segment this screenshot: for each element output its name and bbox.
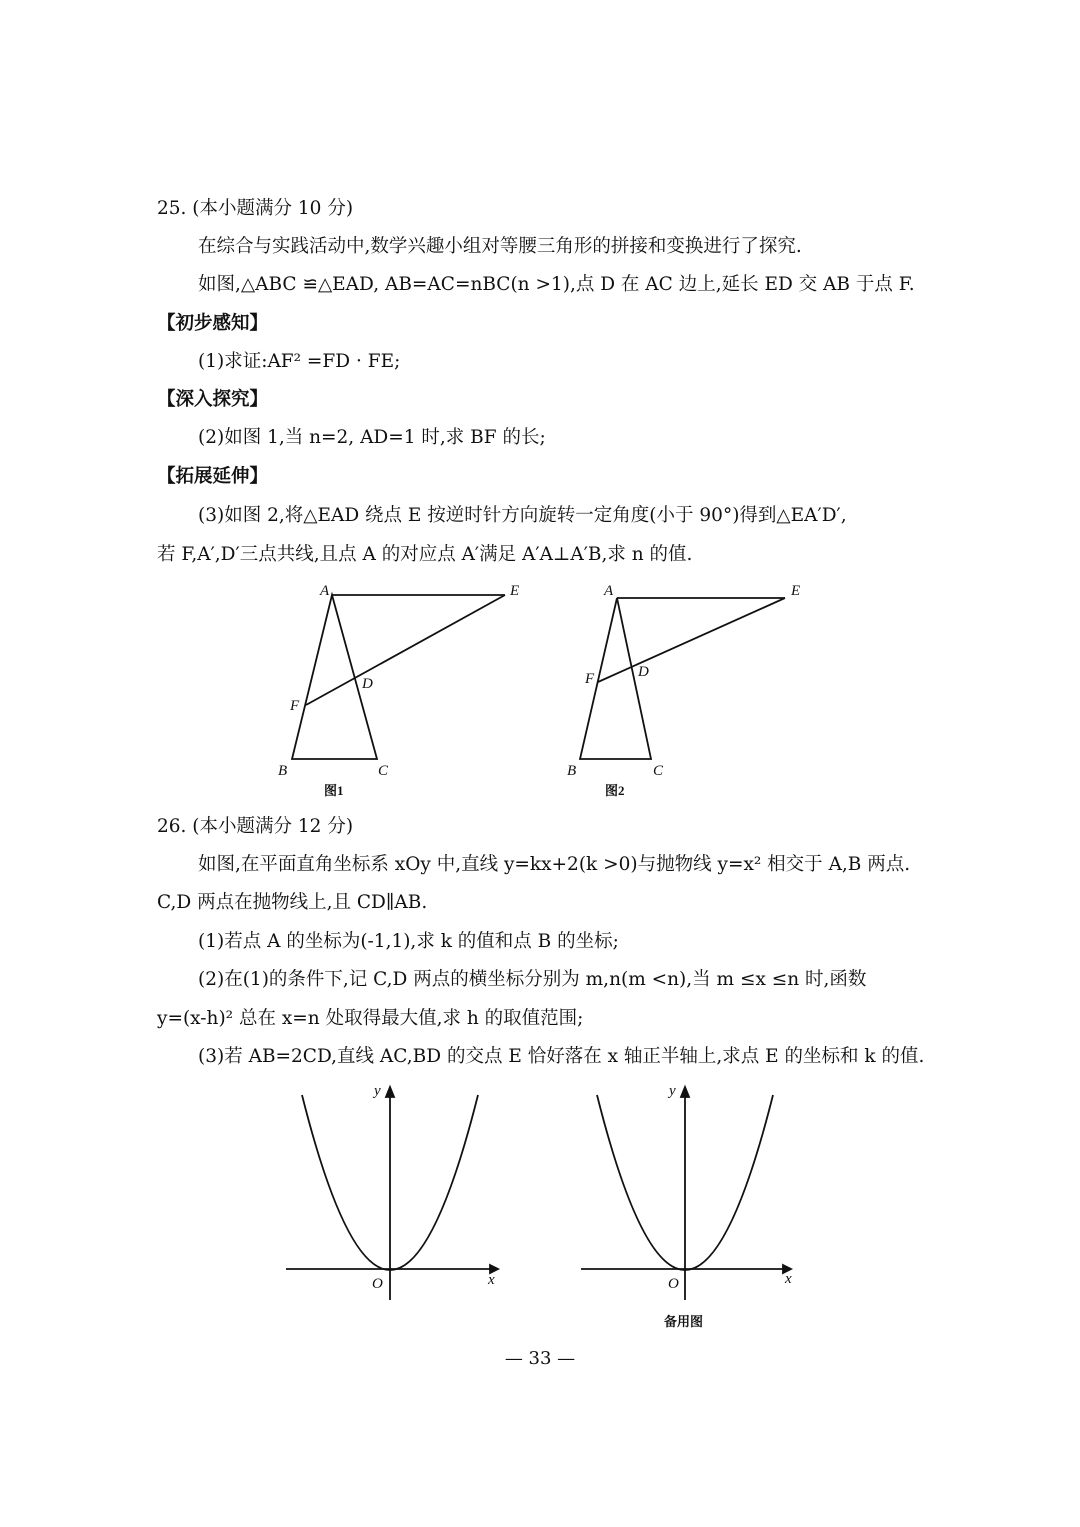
q26-part-2a: (2)在(1)的条件下,记 C,D 两点的横坐标分别为 m,n(m <n),当 m ≤x ≤n 时,函数 xyxy=(198,969,867,990)
q26-part-2b: y=(x-h)² 总在 x=n 处取得最大值,求 h 的取值范围; xyxy=(157,1008,584,1029)
fig1-label-a: A xyxy=(320,583,330,599)
fig2-label-a: A xyxy=(604,583,614,599)
q25-section-2: 【深入探究】 xyxy=(157,389,269,410)
fig1-label-d: D xyxy=(362,676,373,692)
fig2-label-b: B xyxy=(567,763,577,779)
figure-2 xyxy=(560,575,820,805)
fig2-label-c: C xyxy=(653,763,664,779)
page-number: — 33 — xyxy=(504,1348,576,1369)
fig2-caption: 图2 xyxy=(605,783,625,798)
q25-intro: 在综合与实践活动中,数学兴趣小组对等腰三角形的拼接和变换进行了探究. xyxy=(198,236,802,257)
q25-title: 25. (本小题满分 10 分) xyxy=(157,198,354,219)
fig1-caption: 图1 xyxy=(324,783,344,798)
graph1-label-o: O xyxy=(372,1276,383,1292)
figure-1 xyxy=(260,575,550,805)
fig1-label-b: B xyxy=(278,763,288,779)
graph1-label-y: y xyxy=(374,1083,381,1099)
fig1-label-f: F xyxy=(290,698,300,714)
q26-title: 26. (本小题满分 12 分) xyxy=(157,816,354,837)
graph2-y-arrow xyxy=(681,1087,689,1097)
q25-part-1: (1)求证:AF² =FD · FE; xyxy=(198,351,401,372)
q25-part-3a: (3)如图 2,将△EAD 绕点 E 按逆时针方向旋转一定角度(小于 90°)得到△EA′D′, xyxy=(198,505,847,526)
q25-part-3b: 若 F,A′,D′三点共线,且点 A 的对应点 A′满足 A′A⊥A′B,求 n 的值. xyxy=(157,544,693,565)
fig2-label-d: D xyxy=(638,664,649,680)
q26-intro-a: 如图,在平面直角坐标系 xOy 中,直线 y=kx+2(k >0)与抛物线 y=x² 相交于 A,B 两点. xyxy=(198,854,911,875)
graph1-y-arrow xyxy=(386,1087,394,1097)
fig2-label-e: E xyxy=(791,583,801,599)
graph2-label-y: y xyxy=(669,1083,676,1099)
fig1-label-c: C xyxy=(378,763,389,779)
q25-section-3: 【拓展延伸】 xyxy=(157,466,269,487)
q26-part-3: (3)若 AB=2CD,直线 AC,BD 的交点 E 恰好落在 x 轴正半轴上,求点 E 的坐标和 k 的值. xyxy=(198,1046,925,1067)
fig2-label-f: F xyxy=(585,671,595,687)
q26-part-1: (1)若点 A 的坐标为(-1,1),求 k 的值和点 B 的坐标; xyxy=(198,931,619,952)
graph1-label-x: x xyxy=(488,1272,495,1288)
q25-part-2: (2)如图 1,当 n=2, AD=1 时,求 BF 的长; xyxy=(198,427,546,448)
q26-intro-b: C,D 两点在抛物线上,且 CD∥AB. xyxy=(157,892,428,913)
q25-section-1: 【初步感知】 xyxy=(157,313,269,334)
q25-setup: 如图,△ABC ≌△EAD, AB=AC=nBC(n >1),点 D 在 AC 边上,延长 ED 交 AB 于点 F. xyxy=(198,274,915,295)
parabola-graph-1 xyxy=(280,1075,510,1310)
fig1-label-e: E xyxy=(510,583,520,599)
parabola-graph-2 xyxy=(575,1075,805,1335)
graph2-label-o: O xyxy=(668,1276,679,1292)
graph2-caption: 备用图 xyxy=(664,1314,704,1329)
graph2-label-x: x xyxy=(785,1271,792,1287)
